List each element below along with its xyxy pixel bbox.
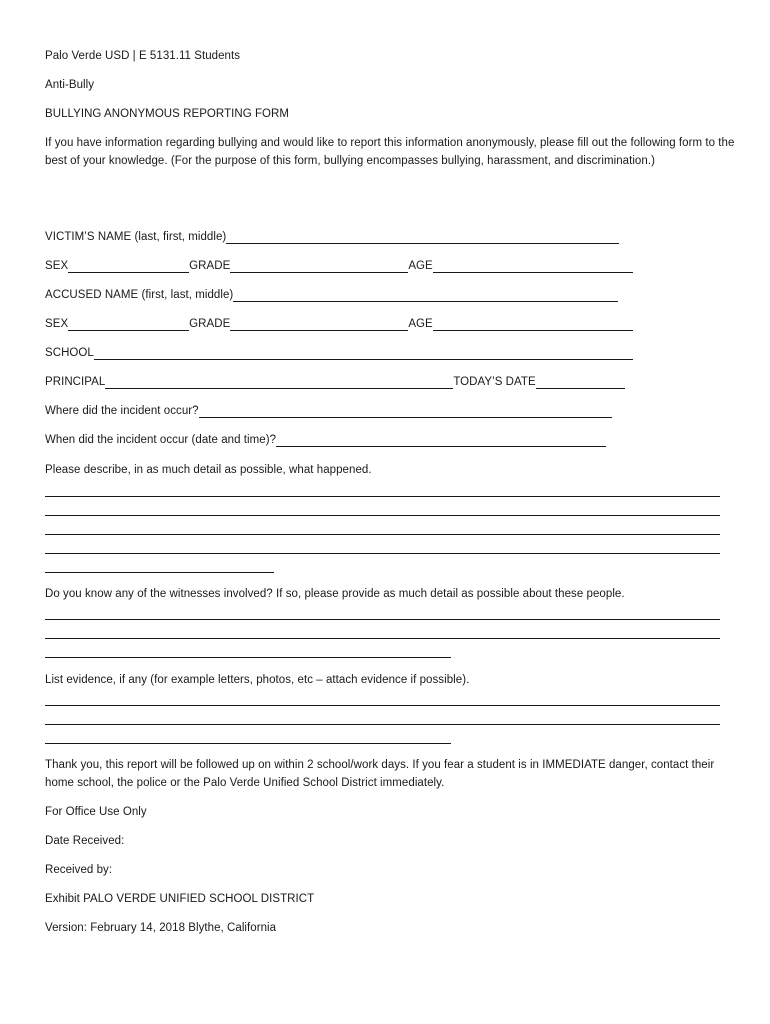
victim-sex-label: SEX — [45, 260, 69, 272]
victim-age-label: AGE — [408, 260, 433, 272]
accused-name-line[interactable] — [233, 289, 618, 302]
victim-grade-label: GRADE — [189, 260, 231, 272]
victim-sex-line[interactable] — [68, 260, 189, 273]
principal-line[interactable] — [105, 376, 453, 389]
todays-date-line[interactable] — [536, 376, 625, 389]
evidence-line-3[interactable] — [45, 743, 451, 744]
office-use-heading: For Office Use Only — [45, 806, 147, 818]
version-line: Version: February 14, 2018 Blythe, California — [45, 922, 277, 934]
exhibit-line: Exhibit PALO VERDE UNIFIED SCHOOL DISTRICT — [45, 893, 315, 905]
incident-location-line[interactable] — [199, 405, 612, 418]
victim-grade-line[interactable] — [230, 260, 408, 273]
accused-sex-line[interactable] — [68, 318, 189, 331]
describe-line-5[interactable] — [45, 572, 274, 573]
policy-subtitle: Anti-Bully — [45, 79, 95, 91]
closing-paragraph: Thank you, this report will be followed up on within 2 school/work days. If you fear a student is in IMMEDIATE danger, contact their home school, the police or the Palo Verde Unified School District immediately. — [45, 759, 715, 789]
accused-grade-line[interactable] — [230, 318, 408, 331]
policy-reference: Palo Verde USD | E 5131.11 Students — [45, 50, 241, 62]
witnesses-prompt: Do you know any of the witnesses involved? If so, please provide as much detail as possible about these people. — [45, 588, 625, 600]
todays-date-label: TODAY’S DATE — [453, 376, 536, 388]
incident-time-line[interactable] — [276, 434, 606, 447]
intro-paragraph: If you have information regarding bullying and would like to report this information anonymously, please fill out the following form to the best of your knowledge. (For the purpose of this form, bullying encompasses bullying, harassment, and discrimination.) — [45, 137, 735, 167]
describe-line-3[interactable] — [45, 534, 720, 535]
accused-age-line[interactable] — [433, 318, 633, 331]
witnesses-line-1[interactable] — [45, 619, 720, 620]
received-by-label: Received by: — [45, 864, 113, 876]
victim-name-label: VICTIM’S NAME (last, first, middle) — [45, 231, 227, 243]
school-field[interactable] — [45, 344, 633, 360]
victim-name-line[interactable] — [226, 231, 619, 244]
incident-time-label: When did the incident occur (date and time)? — [45, 434, 277, 446]
form-title: BULLYING ANONYMOUS REPORTING FORM — [45, 108, 290, 120]
evidence-line-2[interactable] — [45, 724, 720, 725]
accused-grade-label: GRADE — [189, 318, 231, 330]
evidence-prompt: List evidence, if any (for example letters, photos, etc – attach evidence if possible). — [45, 674, 470, 686]
describe-prompt: Please describe, in as much detail as possible, what happened. — [45, 464, 372, 476]
principal-label: PRINCIPAL — [45, 376, 106, 388]
incident-location-label: Where did the incident occur? — [45, 405, 199, 417]
incident-location-field[interactable] — [45, 402, 612, 418]
school-label: SCHOOL — [45, 347, 94, 359]
accused-name-label: ACCUSED NAME (first, last, middle) — [45, 289, 234, 301]
accused-age-label: AGE — [408, 318, 433, 330]
principal-date-row — [45, 373, 625, 389]
victim-name-field[interactable] — [45, 228, 619, 244]
accused-name-field[interactable] — [45, 286, 618, 302]
witnesses-line-3[interactable] — [45, 657, 451, 658]
victim-age-line[interactable] — [433, 260, 633, 273]
evidence-line-1[interactable] — [45, 705, 720, 706]
witnesses-line-2[interactable] — [45, 638, 720, 639]
describe-line-2[interactable] — [45, 515, 720, 516]
accused-sex-label: SEX — [45, 318, 69, 330]
incident-time-field[interactable] — [45, 431, 606, 447]
accused-details-row — [45, 315, 633, 331]
school-line[interactable] — [94, 347, 633, 360]
date-received-label: Date Received: — [45, 835, 125, 847]
describe-line-4[interactable] — [45, 553, 720, 554]
victim-details-row — [45, 257, 633, 273]
describe-line-1[interactable] — [45, 496, 720, 497]
